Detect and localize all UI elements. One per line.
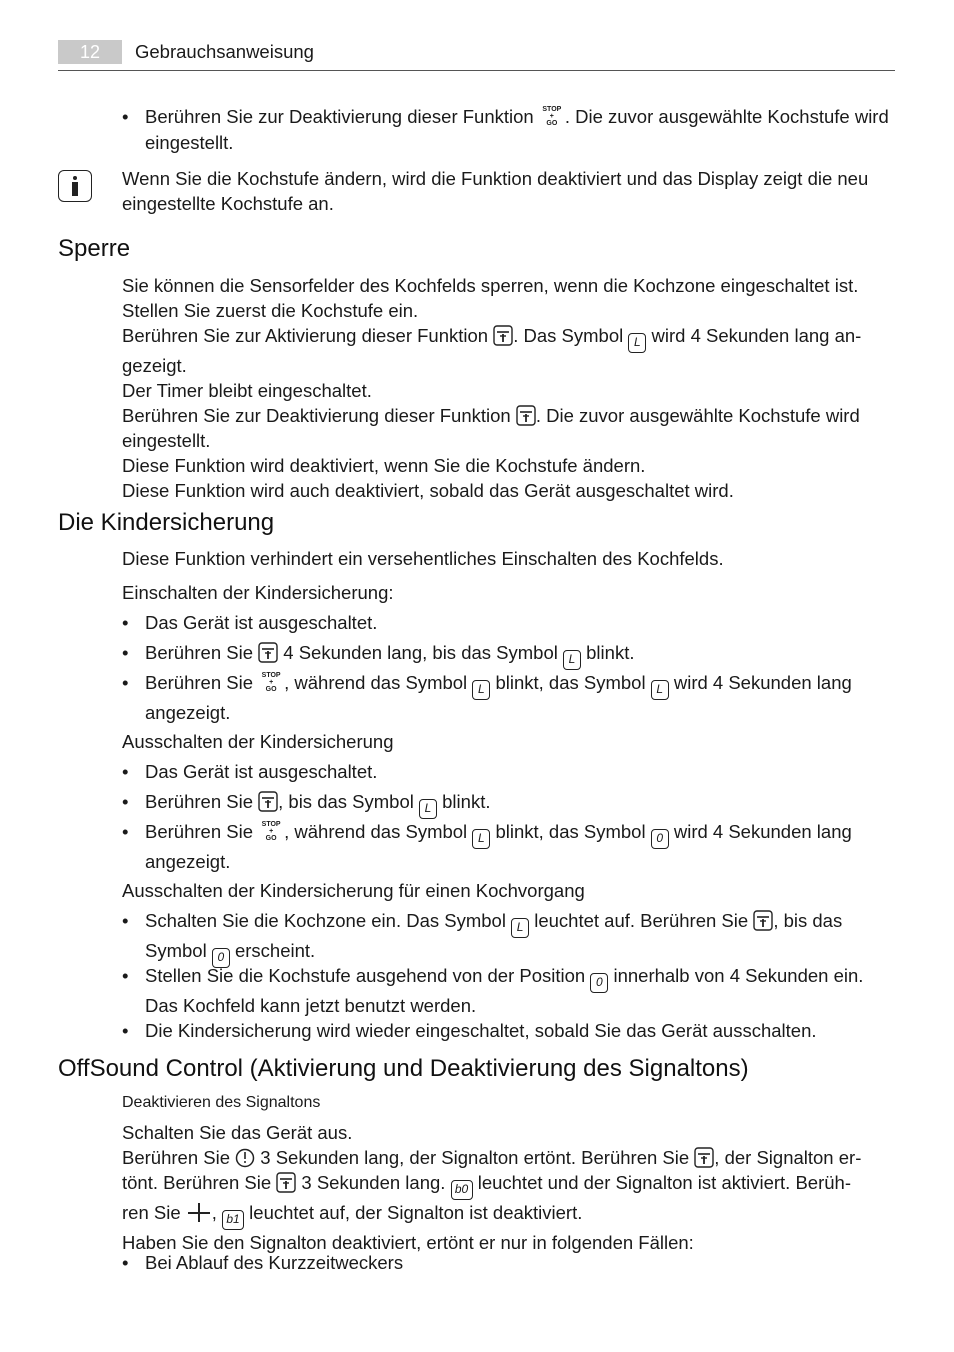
lock-symbol-icon: L [651, 680, 669, 700]
zero-symbol-icon: 0 [212, 948, 230, 968]
zero-symbol-icon: 0 [590, 973, 608, 993]
lock-symbol-icon: L [511, 918, 529, 938]
page-number: 12 [58, 40, 122, 64]
lock-symbol-icon: L [472, 829, 490, 849]
lock-key-icon [493, 325, 513, 346]
kinder-on-title: Einschalten der Kindersicherung: [122, 582, 394, 603]
stop-go-icon: STOP + GO [261, 672, 281, 693]
heading-sperre: Sperre [58, 235, 131, 262]
lock-symbol-icon: L [472, 680, 490, 700]
list-item: • Das Gerät ist ausgeschaltet. [122, 761, 378, 782]
heading-offsound: OffSound Control (Aktivierung und Deaktivierung des Signaltons) [58, 1055, 749, 1082]
info-text: Wenn Sie die Kochstufe ändern, wird die Funktion deaktiviert und das Display zeigt die neu eingestellte Kochstufe an. [122, 168, 869, 214]
list-item: • Das Gerät ist ausgeschaltet. [122, 612, 378, 633]
list-item: • Berühren Sie , bis das Symbol L blinkt. [122, 789, 892, 819]
list-item: • Stellen Sie die Kochstufe ausgehend von der Position 0 innerhalb von 4 Sekunden ein. Das Kochfeld kann jetzt benutzt werden. [122, 965, 864, 1016]
lock-key-icon [276, 1172, 296, 1193]
kinder-once-title: Ausschalten der Kindersicherung für einen Kochvorgang [122, 880, 585, 901]
b0-symbol-icon: b0 [451, 1180, 473, 1200]
lock-symbol-icon: L [628, 333, 646, 353]
zero-symbol-icon: 0 [651, 829, 669, 849]
lock-symbol-icon: L [563, 650, 581, 670]
stop-go-icon: STOP + GO [261, 821, 281, 842]
page-header [58, 38, 895, 71]
intro-bullet: • Berühren Sie zur Deaktivierung dieser Funktion STOP + GO . Die zuvor ausgewählte Kochstufe wird eingestellt. [122, 106, 889, 153]
lock-symbol-icon: L [419, 799, 437, 819]
heading-kindersicherung: Die Kindersicherung [58, 509, 275, 536]
offsound-subtitle: Deaktivieren des Signaltons [122, 1094, 321, 1111]
info-icon [58, 170, 92, 202]
header-title: Gebrauchsanweisung [135, 41, 314, 62]
list-item: • Berühren Sie STOP + GO , während das Symbol L blinkt, das Symbol 0 wird 4 Sekunden lang angezeigt. [122, 821, 852, 872]
lock-key-icon [258, 791, 278, 812]
timer-icon [235, 1147, 255, 1168]
lock-key-icon [753, 910, 773, 931]
plus-icon [186, 1202, 212, 1223]
b1-symbol-icon: b1 [222, 1210, 244, 1230]
list-item: • Die Kindersicherung wird wieder eingeschaltet, sobald Sie das Gerät ausschalten. [122, 1020, 817, 1041]
stop-go-icon: STOP + GO [542, 106, 562, 127]
offsound-text: Schalten Sie das Gerät aus. Berühren Sie 3 Sekunden lang, der Signalton ertönt. Berühren Sie , der Signalton er- tönt. Berühren Sie 3 Sekunden lang. b0 leuchtet und der Signalton ist aktiviert. Berüh- ren Sie , b1 leuchtet auf, der Signalton ist deaktiviert. Haben Sie den Signalton deaktiviert, ertönt er nur in folgenden Fällen: [122, 1122, 862, 1253]
list-item: • Schalten Sie die Kochzone ein. Das Symbol L leuchtet auf. Berühren Sie , bis das Symbol 0 erscheint. [122, 908, 892, 968]
list-item: • Bei Ablauf des Kurzzeitweckers [122, 1252, 404, 1273]
lock-key-icon [516, 405, 536, 426]
kinder-intro: Diese Funktion verhindert ein versehentliches Einschalten des Kochfelds. [122, 548, 724, 569]
list-item: • Berühren Sie STOP + GO , während das Symbol L blinkt, das Symbol L wird 4 Sekunden lang angezeigt. [122, 672, 852, 723]
lock-key-icon [258, 642, 278, 663]
kinder-off-title: Ausschalten der Kindersicherung [122, 731, 394, 752]
list-item: • Berühren Sie 4 Sekunden lang, bis das Symbol L blinkt. [122, 640, 892, 670]
lock-key-icon [694, 1147, 714, 1168]
sperre-text: Sie können die Sensorfelder des Kochfelds sperren, wenn die Kochzone eingeschaltet ist. Stellen Sie zuerst die Kochstufe ein. Berühren Sie zur Aktivierung dieser Funktion . Das Symbol L wird 4 Sekunden lang an- gezeigt. Der Timer bleibt eingeschaltet. Berühren Sie zur Deaktivierung dieser Funktion . Die zuvor ausgewählte Kochstufe wird eingestellt. Diese Funktion wird deaktiviert, wenn Sie die Kochstufe ändern. Diese Funktion wird auch deaktiviert, sobald das Gerät ausgeschaltet wird. [122, 275, 862, 501]
